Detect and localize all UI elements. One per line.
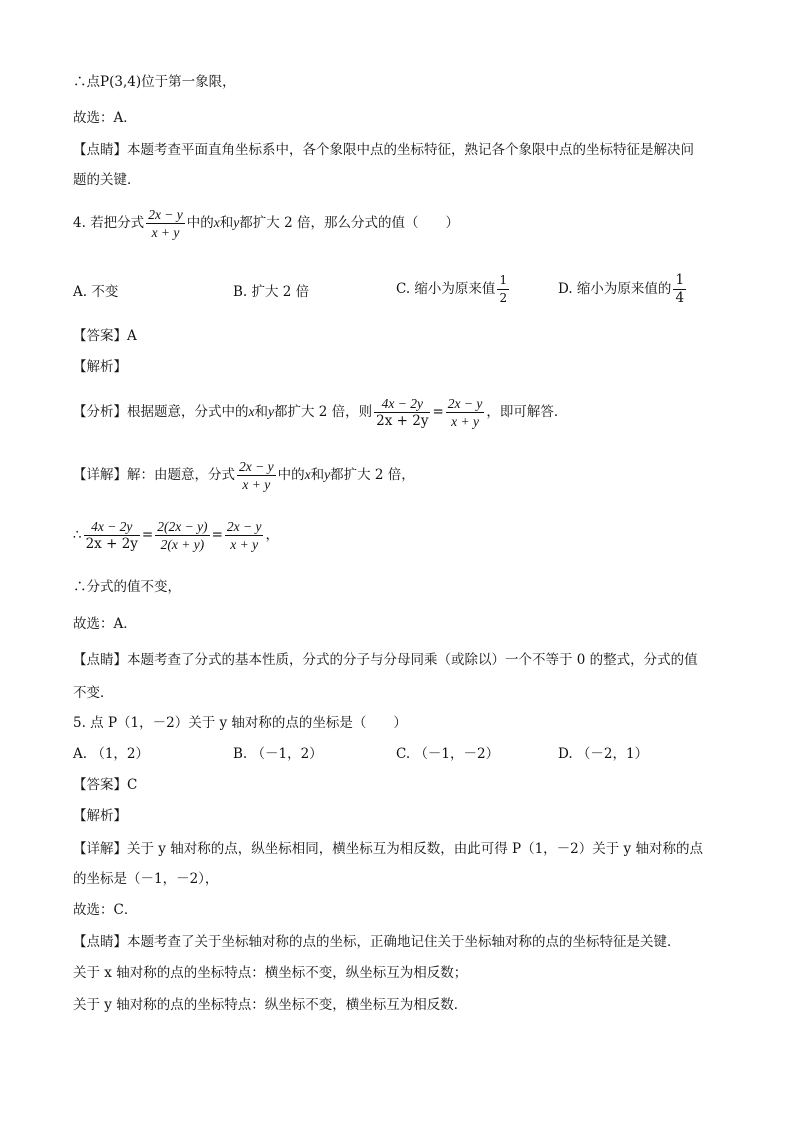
q3-conclusion: ∴点P(3,4)位于第一象限， — [73, 74, 236, 90]
q3-comment-line1: 【点睛】本题考查平面直角坐标系中，各个象限中点的坐标特征，熟记各个象限中点的坐标特征是解决问 — [73, 142, 694, 158]
q5-stem: 5. 点 P（1，－2）关于 y 轴对称的点的坐标是（ ） — [73, 715, 407, 731]
q5-option-b: B. （－1，2） — [233, 746, 323, 762]
q5-option-a: A. （1，2） — [73, 746, 150, 762]
q5-rule-x: 关于 x 轴对称的点的坐标特点：横坐标不变，纵坐标互为相反数； — [73, 965, 468, 981]
q5-option-d: D. （－2，1） — [558, 746, 649, 762]
q4-comment-line1: 【点睛】本题考查了分式的基本性质，分式的分子与分母同乘（或除以）一个不等于 0 的整式，分式的值 — [73, 652, 698, 668]
q5-detail-line1: 【详解】关于 y 轴对称的点，纵坐标相同，横坐标互为相反数，由此可得 P（1，－2）关于 y 轴对称的点 — [73, 841, 703, 857]
q5-detail-line2: 的坐标是（－1，－2）， — [73, 871, 219, 887]
q5-answer: 【答案】C — [73, 777, 138, 793]
q4-option-a: A. 不变 — [73, 284, 119, 300]
q4-stem: 4. 若把分式 $\frac{2x - y}{x + y}$ 中的x和y都扩大 2 倍，那么分式的值（ ） — [73, 207, 459, 240]
comment-tag: 【点睛】 — [73, 142, 127, 158]
q4-option-c: C. 缩小为原来值 $\frac{1}{2}$ — [396, 273, 508, 305]
q4-choice: 故选：A． — [73, 616, 137, 632]
q4-fenxi: 【分析】根据题意，分式中的x和y都扩大 2 倍，则 $\frac{4x - 2y}{2x + 2y}$ = $\frac{2x - y}{x + y}$ ，即可解答． — [73, 396, 568, 429]
q4-answer: 【答案】A — [73, 328, 137, 344]
q4-comment-line2: 不变． — [73, 685, 114, 701]
q5-option-c: C. （－1，－2） — [396, 746, 500, 762]
q4-option-b: B. 扩大 2 倍 — [233, 284, 310, 300]
q4-value-unchanged: ∴分式的值不变， — [73, 579, 181, 595]
q5-choice: 故选：C． — [73, 902, 138, 918]
q5-rule-y: 关于 y 轴对称的点的坐标特点：纵坐标不变，横坐标互为相反数． — [73, 997, 468, 1013]
q4-detail: 【详解】解：由题意，分式 $\frac{2x - y}{x + y}$ 中的x和y都扩大 2 倍， — [73, 459, 415, 492]
q4-analysis-tag: 【解析】 — [73, 359, 127, 375]
q3-comment-line2: 题的关键． — [73, 172, 141, 188]
q3-choice: 故选：A． — [73, 110, 137, 126]
q4-fraction: $\frac{2x - y}{x + y}$ — [148, 207, 183, 240]
q4-option-d: D. 缩小为原来值的 $\frac{1}{4}$ — [558, 272, 685, 306]
q5-analysis-tag: 【解析】 — [73, 808, 127, 824]
q5-comment: 【点睛】本题考查了关于坐标轴对称的点的坐标，正确地记住关于坐标轴对称的点的坐标特征是关键． — [73, 934, 681, 950]
q4-derivation: ∴ $\frac{4x - 2y}{2x + 2y}$ = $\frac{2(2x - y)}{2(x + y)}$ = $\frac{2x - y}{x + y}$ ， — [73, 519, 279, 552]
